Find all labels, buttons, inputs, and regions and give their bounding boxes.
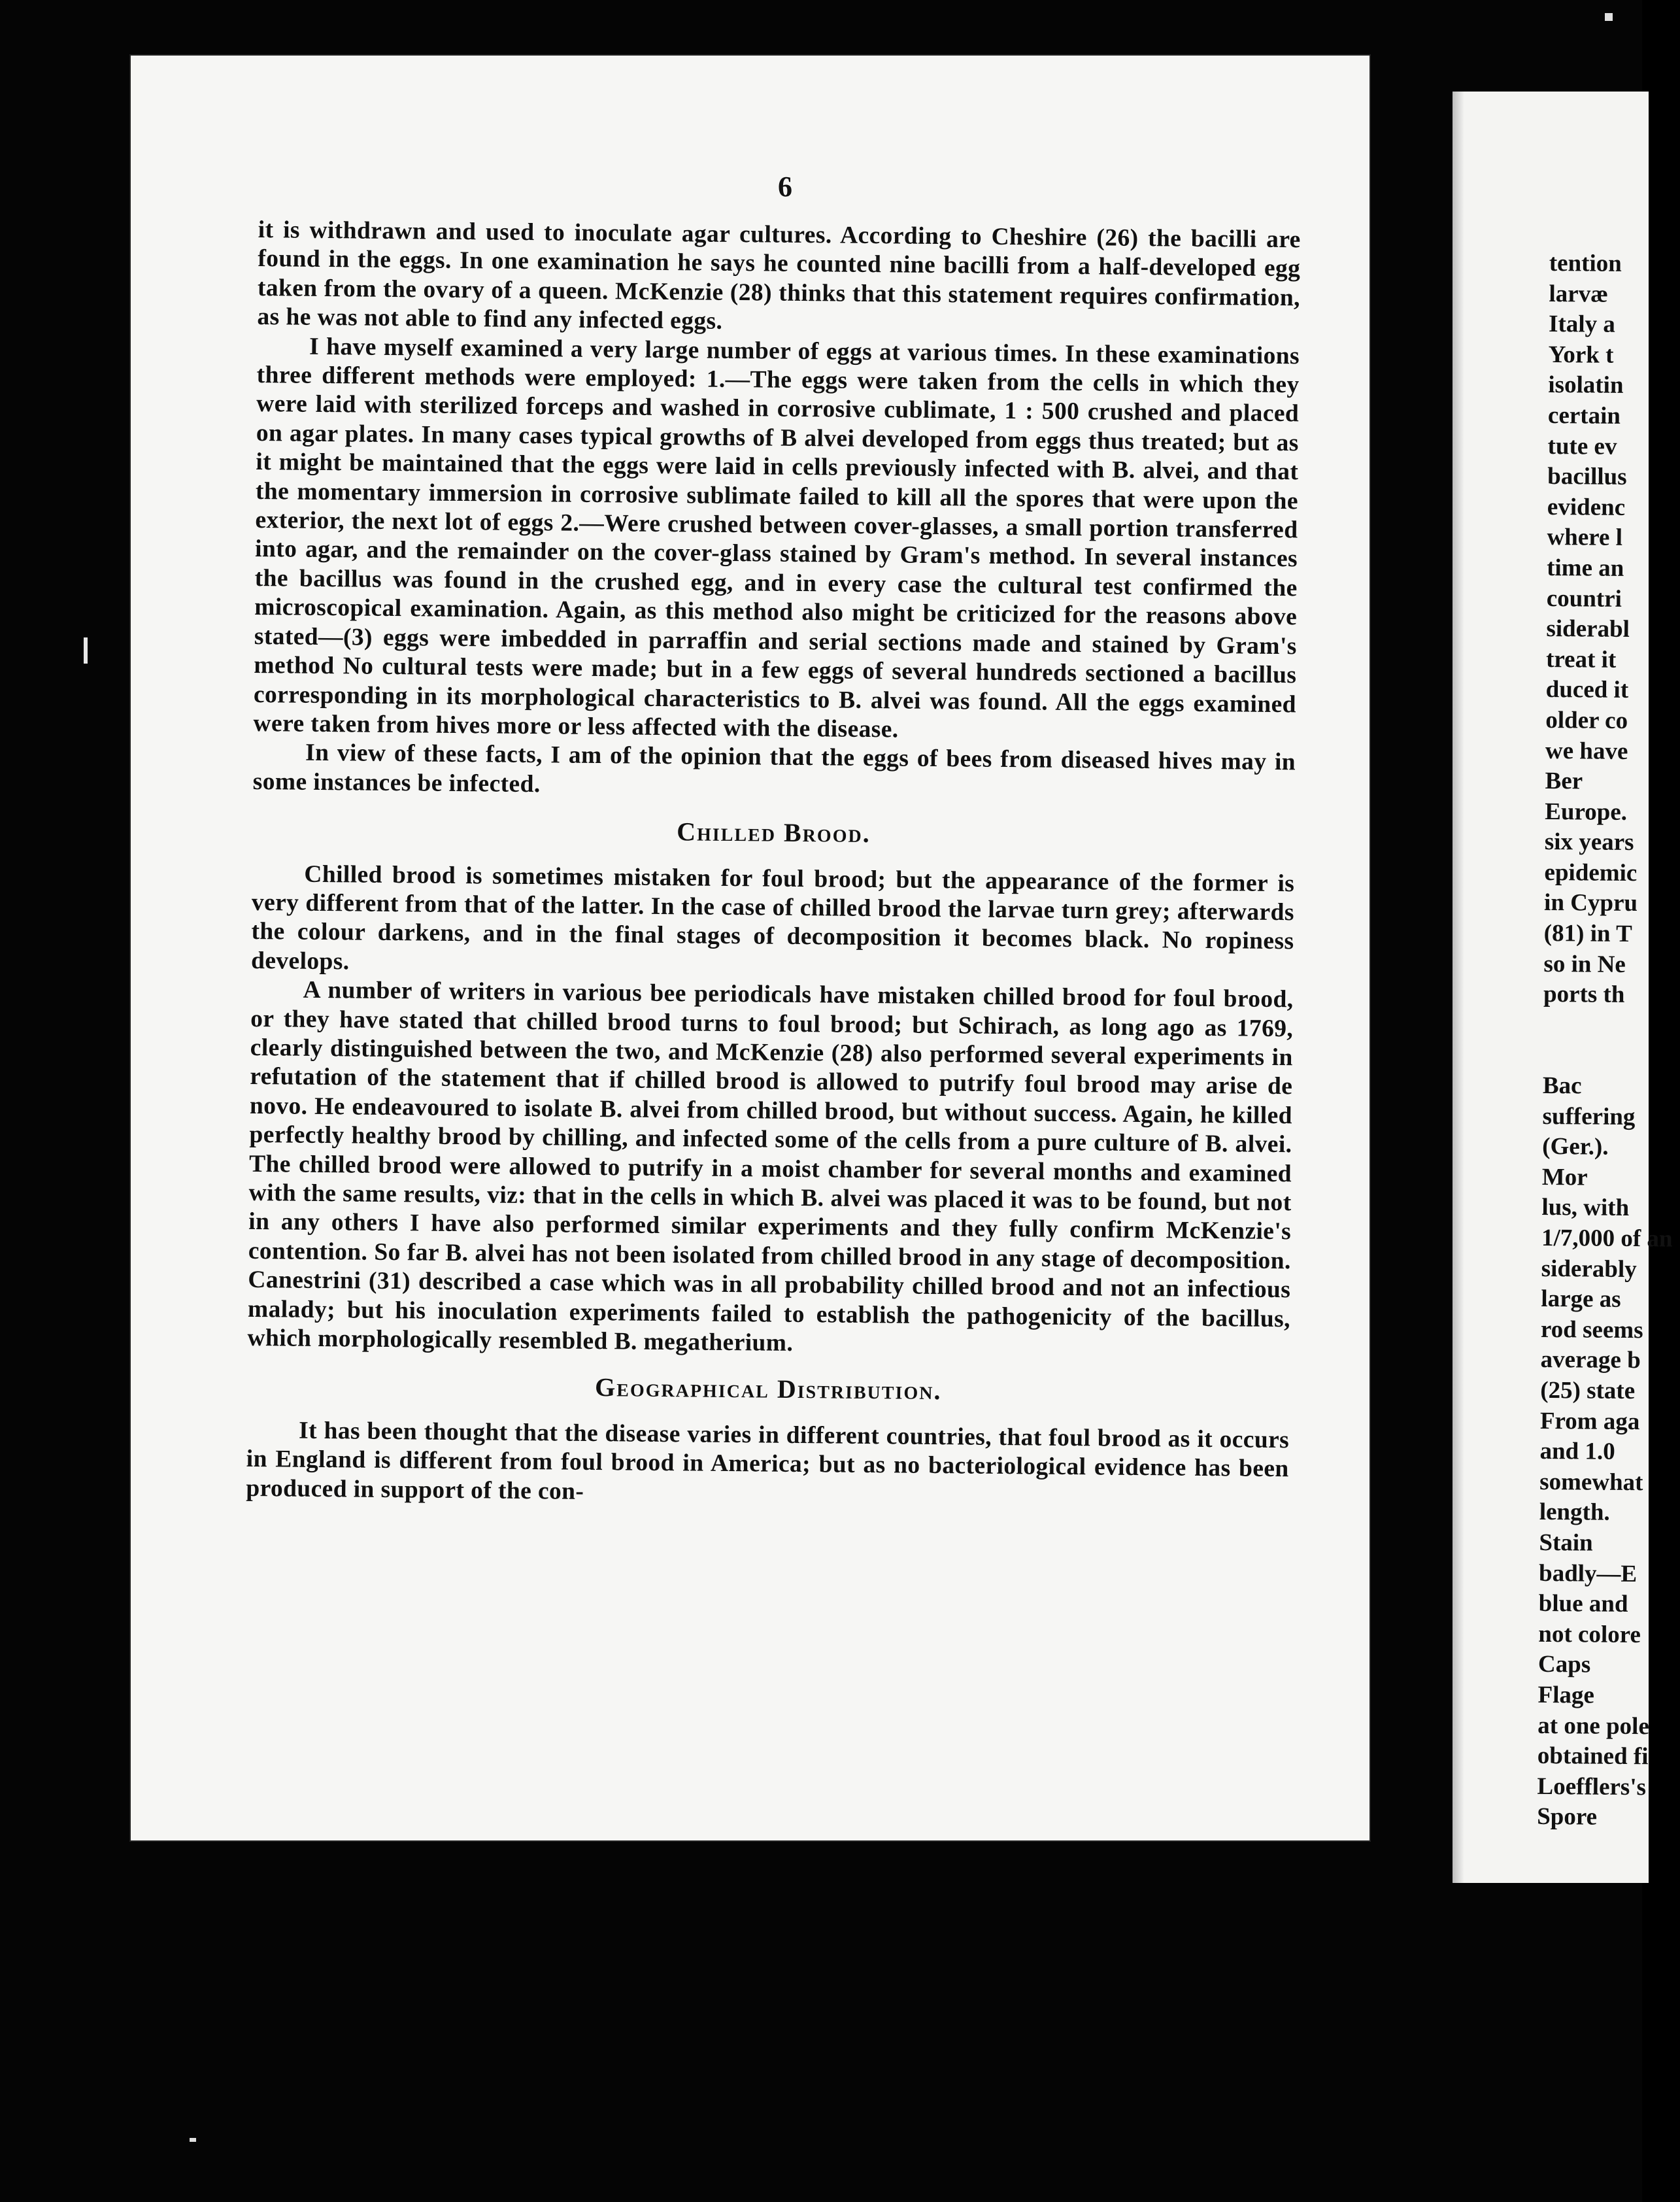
right-page-line-fragment: bacillus <box>1547 463 1627 491</box>
right-page-line-fragment: blue and <box>1538 1590 1628 1618</box>
right-page-line-fragment: somewhat <box>1539 1468 1643 1496</box>
right-page-line-fragment: lus, with <box>1541 1194 1630 1222</box>
scan-speck <box>190 2138 196 2142</box>
right-page-line-fragment: large as <box>1541 1285 1621 1313</box>
paragraph: I have myself examined a very large number of eggs at various times. In these examinations three different methods were employed: 1.—The eggs were taken from the cells in which they were laid with sterilized forceps and washed in corrosive cublimate, 1 : 500 crushed and placed on agar plates. In many cases typical growths of B alvei developed from eggs thus treated; but as it might be maintained that the eggs were laid in cells previously infected with B. alvei, and that the momentary immersion in corrosive sublimate failed to kill all the spores that were upon the exterior, the next lot of eggs 2.—Were crushed between cover-glasses, a small portion transferred into agar, and the remainder on the cover-glass stained by Gram's method. In several instances the bacillus was found in the crushed egg, and in every case the cultural test confirmed the microscopical examination. Again, as this method also might be criticized for the reasons above stated—(3) eggs were imbedded in parraffin and serial sections made and stained by Gram's method No cultural tests were made; but in a few eggs of several hundreds sectioned a bacillus corresponding in its morphological characteristics to B. alvei was found. All the eggs examined were taken from hives more or less affected with the disease. <box>253 333 1300 743</box>
right-page-line-fragment: (25) state <box>1540 1376 1636 1405</box>
right-page-line-fragment <box>1543 1010 1647 1042</box>
right-page-line-fragment: not colore <box>1538 1620 1641 1648</box>
right-page-text-fragments <box>1536 248 1673 1833</box>
right-page-line-fragment: epidemic <box>1544 858 1638 887</box>
right-page-line-fragment: so in Ne <box>1543 950 1626 978</box>
main-text-column <box>246 216 1301 1513</box>
paragraph: A number of writers in various bee periodicals have mistaken chilled brood for foul brood, or they have stated that chilled brood turns to foul brood; but Schirach, as long ago as 1769, clearly distinguished between the two, and McKenzie (28) also performed several experiments in refutation of the statement that if chilled brood is allowed to putrify foul brood may arise de novo. He endeavoured to isolate B. alvei from chilled brood, but without success. Again, he killed perfectly healthy brood by chilling, and infected some of the cells from a pure culture of B. alvei. The chilled brood were allowed to putrify in a moist chamber for several months and examined with the same results, viz: that in the cells in which B. alvei was placed it was to be found, but not in any others I have also performed similar experiments and they fully confirm McKenzie's contention. So far B. alvei has not been isolated from chilled brood in any stage of decomposition. Canestrini (31) described a case which was in all probability chilled brood and not an infectious malady; but his inoculation experiments failed to establish the pathogenicity of the bacillus, which morphologically resembled B. megatherium. <box>247 976 1294 1357</box>
right-page-line-fragment: larvæ <box>1549 280 1609 308</box>
page-number: 6 <box>778 171 792 203</box>
right-page-line-fragment: York t <box>1548 341 1614 369</box>
right-page-line-fragment: and 1.0 <box>1539 1438 1615 1466</box>
page-fold-shadow <box>1453 92 1464 1883</box>
right-page-line-fragment: certain <box>1547 401 1621 430</box>
right-page-line-fragment: siderably <box>1541 1255 1637 1283</box>
right-page-line-fragment: Flage <box>1537 1681 1595 1709</box>
margin-mark <box>84 637 88 664</box>
right-page-line-fragment: From aga <box>1539 1407 1640 1435</box>
section-heading-geographical-distribution: Geographical Distribution. <box>594 1372 942 1406</box>
right-page-line-fragment: Ber <box>1545 768 1583 795</box>
right-page-line-fragment: obtained fi <box>1537 1742 1649 1770</box>
right-page-line-fragment: ports th <box>1543 981 1625 1009</box>
right-page-line-fragment: where l <box>1547 524 1623 552</box>
right-page-line-fragment: isolatin <box>1548 371 1624 399</box>
right-page-line-fragment: average b <box>1540 1346 1641 1374</box>
right-page-line-fragment: Caps <box>1537 1651 1591 1678</box>
right-page-line-fragment: 1/7,000 of an <box>1541 1224 1673 1253</box>
right-page-line-fragment: older co <box>1545 706 1628 734</box>
right-page-line-fragment: evidenc <box>1547 493 1626 521</box>
right-page-line-fragment: Europe. <box>1545 798 1628 826</box>
section-heading-chilled-brood: Chilled Brood. <box>677 817 871 849</box>
paragraph: In view of these facts, I am of the opinion that the eggs of bees from diseased hives may in some instances be infected. <box>252 739 1296 798</box>
paragraph: Chilled brood is sometimes mistaken for foul brood; but the appearance of the former is very different from that of the latter. In the case of chilled brood the larvae turn grey; afterwards the colour darkens, and in the final stages of decomposition it becomes black. No ropiness develops. <box>250 860 1295 975</box>
right-page-line-fragment: (81) in T <box>1543 920 1632 948</box>
right-page-line-fragment: Stain <box>1539 1529 1593 1557</box>
right-page-line-fragment: suffering <box>1542 1102 1636 1130</box>
right-page-line-fragment: time an <box>1547 554 1624 582</box>
right-page-line-fragment: tute ev <box>1547 432 1617 460</box>
scan-speck <box>1605 13 1613 21</box>
paragraph: it is withdrawn and used to inoculate agar cultures. According to Cheshire (26) the bacilli are found in the eggs. In one examination he says he counted nine bacilli from a half-developed egg taken from the ovary of a queen. McKenzie (28) thinks that this statement requires confirmation, as he was not able to find any infected eggs. <box>257 216 1301 335</box>
right-page-line-fragment: in Cypru <box>1543 889 1638 917</box>
paragraph: It has been thought that the disease varies in different countries, that foul brood as it occurs in England is different from foul brood in America; but as no bacteriological evidence has been produced in support of the con- <box>246 1417 1290 1505</box>
right-page-line-fragment: Bac <box>1542 1072 1582 1100</box>
right-page-line-fragment: Italy a <box>1548 311 1615 338</box>
right-page-line-fragment: Spore <box>1536 1803 1598 1831</box>
right-page-line-fragment <box>1543 1040 1647 1072</box>
right-page-line-fragment: we have <box>1545 737 1628 765</box>
right-page-line-fragment: Loefflers's <box>1537 1772 1647 1801</box>
right-page-line-fragment: Mor <box>1541 1163 1588 1191</box>
right-page-line-fragment: siderabl <box>1546 615 1630 643</box>
right-page-line-fragment: badly—E <box>1538 1559 1638 1587</box>
right-page-line-fragment: tention <box>1549 249 1622 277</box>
right-page-line-fragment: rod seems <box>1540 1315 1643 1344</box>
right-page-line-fragment: at one pole <box>1537 1712 1650 1740</box>
right-page-line-fragment: length. <box>1539 1499 1610 1527</box>
right-page-line-fragment: (Ger.). <box>1542 1133 1609 1160</box>
right-page-line-fragment: six years <box>1544 828 1634 856</box>
right-page-line-fragment: treat it <box>1545 645 1617 673</box>
right-page-line-fragment: duced it <box>1545 676 1629 704</box>
right-page-line-fragment: countri <box>1546 584 1622 613</box>
